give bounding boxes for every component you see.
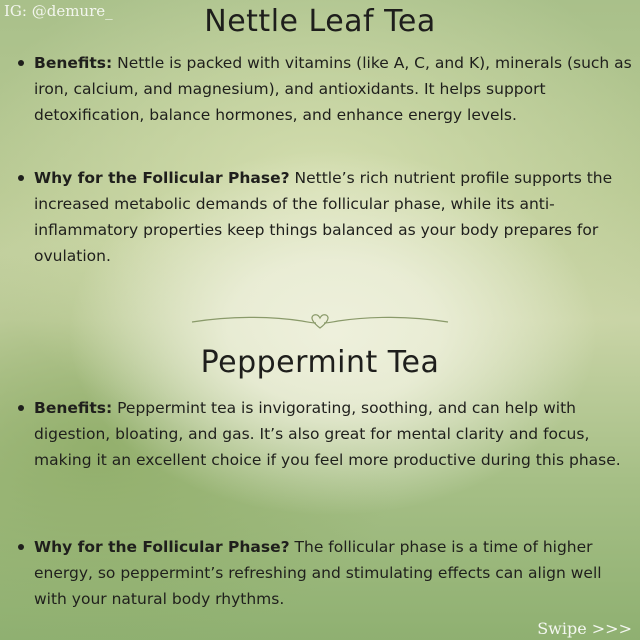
peppermint-why-item <box>34 534 638 612</box>
why-text: Nettle’s rich nutrient profile supports the increased metabolic demands of the follicular phase, while its anti-inflammatory properties keep things balanced as your body prepares for ovulation. <box>34 169 613 265</box>
swipe-hint: Swipe >>> <box>537 619 632 638</box>
benefits-label: Benefits: <box>34 54 113 72</box>
heart-divider-icon <box>190 306 450 336</box>
why-text: The follicular phase is a time of higher energy, so peppermint’s refreshing and stimulating effects can align well with your natural body rhythms. <box>34 538 602 608</box>
why-label: Why for the Follicular Phase? <box>34 169 290 187</box>
nettle-tea-title: Nettle Leaf Tea <box>204 4 436 39</box>
why-label: Why for the Follicular Phase? <box>34 538 290 556</box>
peppermint-tea-title: Peppermint Tea <box>200 345 440 380</box>
nettle-why-item <box>34 165 638 269</box>
nettle-benefits-item <box>34 50 638 128</box>
watermark: IG: @demure_ <box>4 2 113 20</box>
benefits-text: Peppermint tea is invigorating, soothing, and can help with digestion, bloating, and gas. It’s also great for mental clarity and focus, making it an excellent choice if you feel more productive during this phase. <box>34 399 621 469</box>
peppermint-benefits-item <box>34 395 638 473</box>
benefits-label: Benefits: <box>34 399 113 417</box>
benefits-text: Nettle is packed with vitamins (like A, C, and K), minerals (such as iron, calcium, and magnesium), and antioxidants. It helps support detoxification, balance hormones, and enhance energy levels. <box>34 54 632 124</box>
